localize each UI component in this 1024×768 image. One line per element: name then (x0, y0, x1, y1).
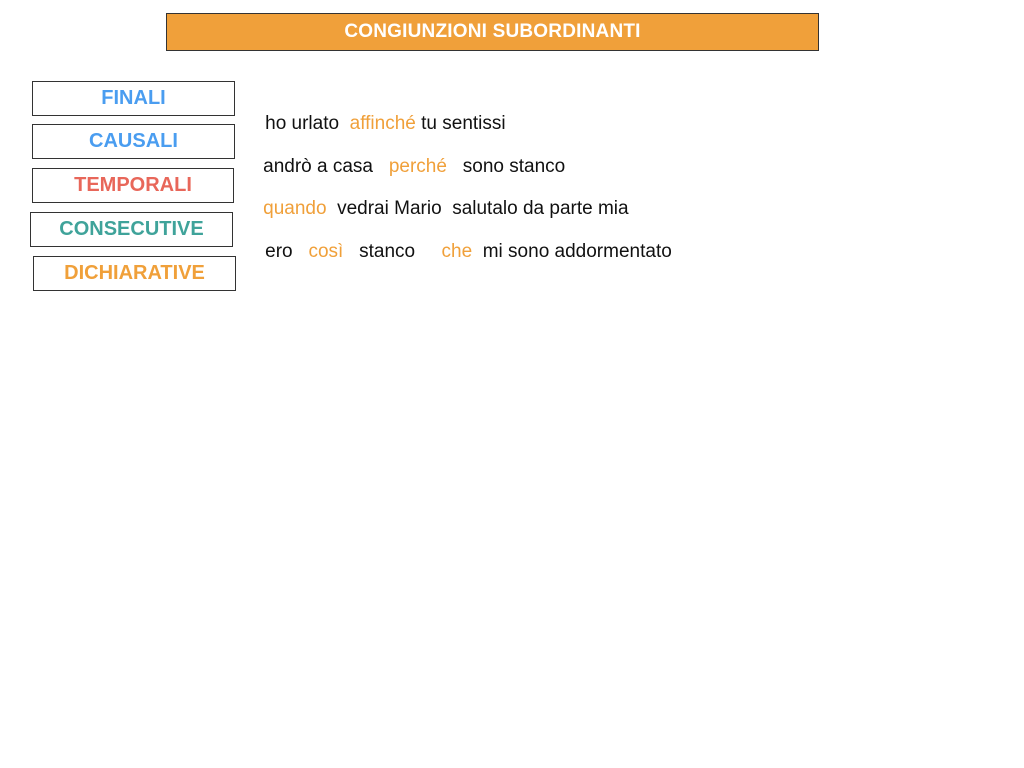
category-dichiarative (33, 256, 236, 291)
example-consecutive (244, 216, 672, 262)
page-title-text: CONGIUNZIONI SUBORDINANTI (344, 21, 641, 42)
conjunction-word: affinché (349, 113, 416, 134)
category-finali (32, 81, 235, 116)
example-finali (244, 88, 506, 134)
category-consecutive (30, 212, 233, 247)
example-text: salutalo da parte mia (452, 198, 629, 219)
example-text: andrò a casa (263, 156, 373, 177)
category-dichiarative-label: DICHIARATIVE (64, 262, 205, 284)
category-causali (32, 124, 235, 159)
example-causali (242, 131, 566, 177)
category-consecutive-label: CONSECUTIVE (59, 218, 204, 240)
example-text: tu sentissi (421, 113, 506, 134)
category-temporali-label: TEMPORALI (74, 174, 192, 196)
conjunction-word: quando (263, 198, 327, 219)
example-temporali (242, 173, 629, 219)
example-text: stanco (359, 241, 416, 262)
example-text: sono stanco (462, 156, 566, 177)
conjunction-word: perché (388, 156, 447, 177)
conjunction-word: così (308, 241, 344, 262)
page-title (166, 13, 819, 51)
category-finali-label: FINALI (101, 87, 166, 109)
example-text: ero (265, 241, 293, 262)
category-causali-label: CAUSALI (89, 130, 178, 152)
example-text: ho urlato (265, 113, 340, 134)
conjunction-word: che (441, 241, 473, 262)
example-text: vedrai Mario (337, 198, 442, 219)
category-temporali (32, 168, 234, 203)
example-text: mi sono addormentato (482, 241, 672, 262)
